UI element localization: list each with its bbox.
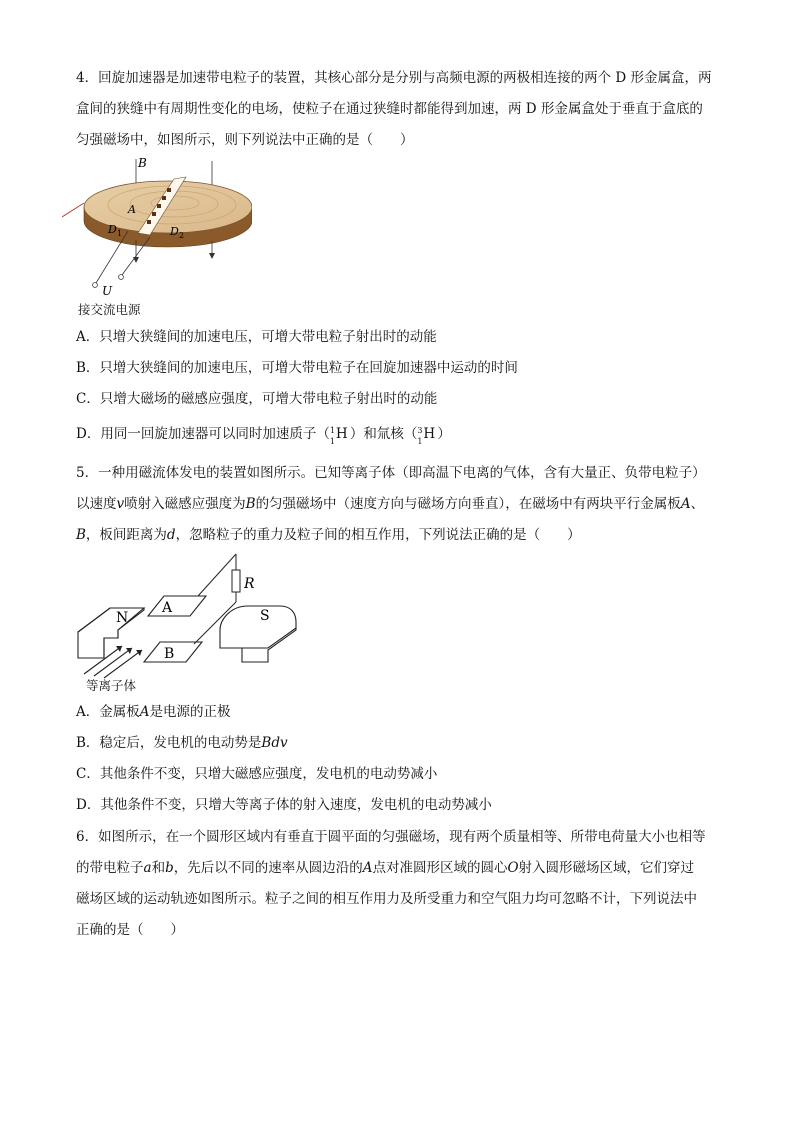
isotope-proton: 1 1 H	[329, 426, 348, 446]
cyclotron-caption: 接交流电源	[78, 302, 141, 317]
q6-stem-line-3: 磁场区域的运动轨迹如图所示。粒子之间的相互作用力及所受重力和空气阻力均可忽略不计，下列说法中	[76, 891, 697, 907]
q4-option-a[interactable]: A．只增大狭缝间的加速电压，可增大带电粒子射出时的动能	[76, 329, 437, 345]
q4-option-b[interactable]: B．只增大狭缝间的加速电压，可增大带电粒子在回旋加速器中运动的时间	[76, 360, 518, 376]
q5-option-d[interactable]: D．其他条件不变，只增大等离子体的射入速度，发电机的电动势减小	[76, 797, 492, 813]
q4-option-d[interactable]	[76, 424, 451, 444]
label-a-point: A	[128, 203, 136, 216]
plate-a	[148, 596, 206, 616]
label-s-pole: S	[260, 608, 270, 624]
q4-option-d-text-2: ）和氚核（	[349, 426, 418, 442]
q5-stem-line-3: B，板间距离为d，忽略粒子的重力及粒子间的相互作用，下列说法正确的是（ ）	[76, 527, 581, 543]
label-d2: D	[170, 225, 179, 238]
label-plate-a: A	[162, 600, 173, 616]
mhd-generator-figure	[70, 550, 310, 690]
q5-option-a[interactable]: A．金属板A是电源的正极	[76, 704, 231, 720]
label-plate-b: B	[164, 646, 175, 662]
q5-stem-line-2: 以速度v喷射入磁感应强度为B的匀强磁场中（速度方向与磁场方向垂直），在磁场中有两块平行金属板A、	[76, 496, 705, 512]
q6-stem-line-4: 正确的是（ ）	[76, 922, 184, 938]
q5-stem-line-1: 5．一种用磁流体发电的装置如图所示。已知等离子体（即高温下电离的气体，含有大量正、负带电粒子）	[76, 465, 706, 481]
label-d2-sub: 2	[179, 231, 185, 240]
q4-option-c[interactable]: C．只增大磁场的磁感应强度，可增大带电粒子射出时的动能	[76, 391, 438, 407]
label-resistor: R	[244, 576, 255, 592]
q5-option-b[interactable]: B．稳定后，发电机的电动势是Bdv	[76, 735, 288, 751]
q6-stem-line-1: 6．如图所示，在一个圆形区域内有垂直于圆平面的匀强磁场，现有两个质量相等、所带电荷量大小也相等	[76, 829, 706, 845]
cyclotron-figure	[62, 155, 252, 315]
q4-stem-line-1: 4．回旋加速器是加速带电粒子的装置，其核心部分是分别与高频电源的两极相连接的两个 D 形金属盒，两	[76, 70, 712, 86]
label-u-voltage: U	[102, 284, 113, 298]
label-b-field: B	[138, 156, 147, 170]
q4-option-d-text-3: ）	[437, 426, 451, 442]
q4-stem-line-3: 匀强磁场中，如图所示，则下列说法中正确的是（ ）	[76, 132, 414, 148]
isotope-tritium: 3 1 H	[417, 426, 436, 446]
plasma-caption: 等离子体	[86, 678, 137, 693]
label-n-pole: N	[116, 610, 129, 626]
label-d1-sub: 1	[117, 229, 123, 238]
label-d1: D	[108, 223, 117, 236]
magnet-s	[220, 606, 296, 662]
q4-stem-line-2: 盒间的狭缝中有周期性变化的电场，使粒子在通过狭缝时都能得到加速，两 D 形金属盒处于垂直于盒底的	[76, 101, 703, 117]
q5-option-c[interactable]: C．其他条件不变，只增大磁感应强度，发电机的电动势减小	[76, 766, 438, 782]
q6-stem-line-2: 的带电粒子a和b，先后以不同的速率从圆边沿的A点对准圆形区域的圆心O射入圆形磁场区域，它们穿过	[76, 860, 695, 876]
magnet-n	[78, 608, 144, 658]
q4-option-d-text-1: D．用同一回旋加速器可以同时加速质子（	[76, 426, 330, 442]
